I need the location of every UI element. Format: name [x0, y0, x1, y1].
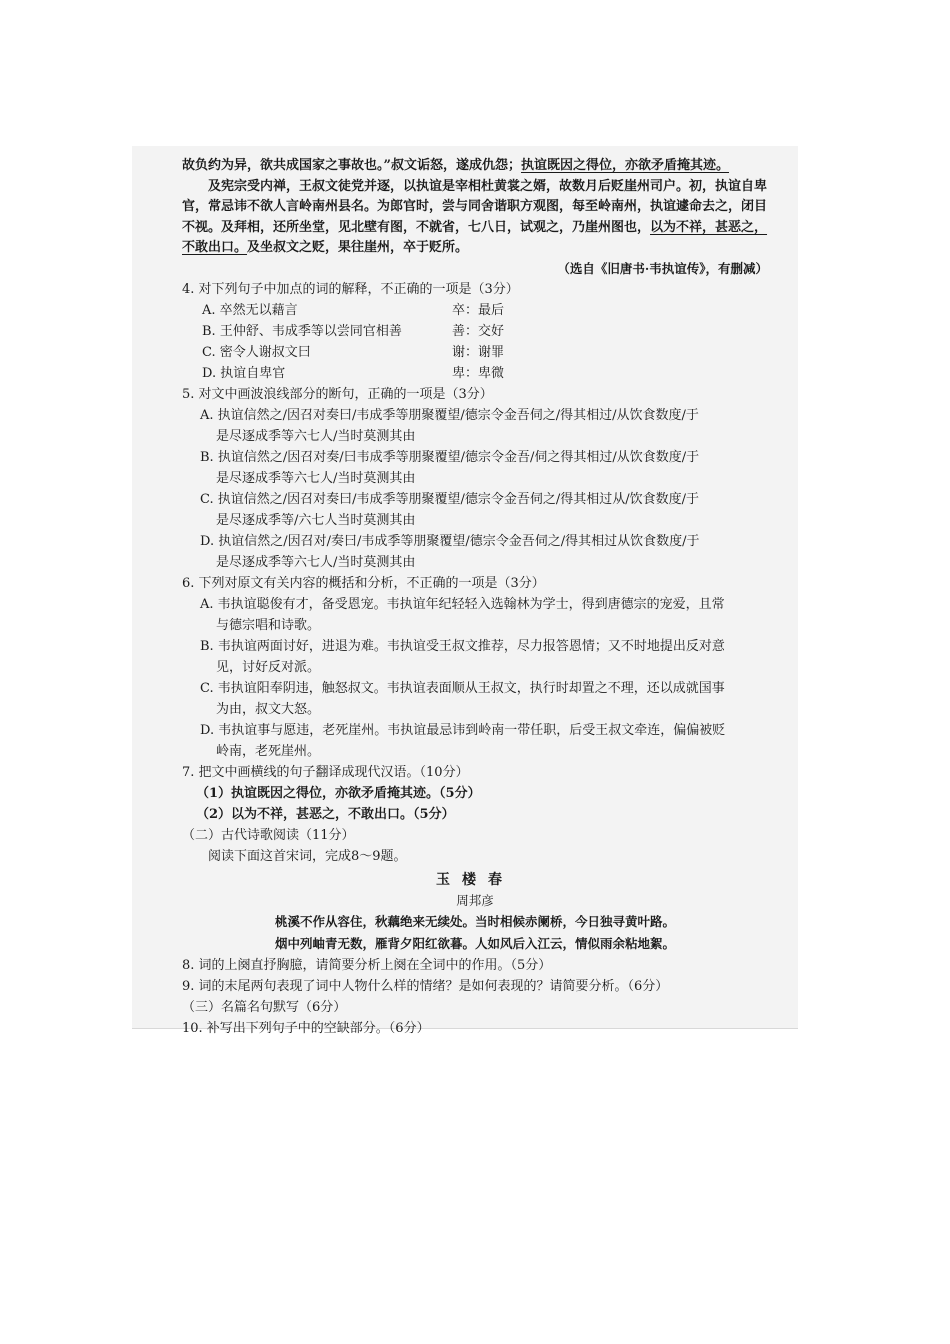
- q5-option-d-line-2: 是尽逐成季等六七人/当时莫测其由: [216, 554, 416, 570]
- q6-option-d-line-1: D. 韦执谊事与愿违，老死崖州。韦执谊最忌讳到岭南一带任职，后受王叔文牵连，偏偏被贬: [200, 722, 726, 738]
- q4-option-d: [182, 363, 768, 384]
- question-7-stem: 7. 把文中画横线的句子翻译成现代汉语。（10分）: [182, 764, 469, 780]
- q5-option-c-line-2: 是尽逐成季等/六七人当时莫测其由: [216, 512, 416, 528]
- option-gloss: 卑：卑微: [452, 365, 505, 381]
- passage-paragraph-2: [182, 177, 768, 259]
- q6-option-c-line-2: 为由，叔文大怒。: [216, 701, 321, 717]
- option-gloss: 谢：谢罪: [452, 344, 505, 360]
- q6-option-a-line-2: 与德宗唱和诗歌。: [216, 617, 321, 633]
- q5-option-b-line-1: B. 执谊信然之/因召对奏/曰韦成季等朋聚覆望/德宗令金吾/伺之得其相过/从饮食数度/于: [200, 449, 700, 465]
- q6-option-c-line-1: C. 韦执谊阳奉阴违，触怒叔文。韦执谊表面顺从王叔文，执行时却置之不理，还以成就国事: [200, 680, 725, 696]
- q7-sentence-2: （2）以为不祥，甚恶之，不敢出口。（5分）: [196, 806, 455, 822]
- question-8: 8. 词的上阕直抒胸臆，请简要分析上阕在全词中的作用。（5分）: [182, 957, 552, 973]
- poem-line-2: 烟中列岫青无数，雁背夕阳红欲暮。人如风后入江云，情似雨余粘地絮。: [274, 935, 675, 951]
- passage-line-1: [182, 156, 768, 177]
- option-gloss: 卒：最后: [452, 302, 505, 318]
- option-gloss: 善：交好: [452, 323, 505, 339]
- question-6-stem: 6. 下列对原文有关内容的概括和分析，不正确的一项是（3分）: [182, 575, 545, 591]
- question-4-stem: 4. 对下列句子中加点的词的解释，不正确的一项是（3分）: [182, 281, 519, 297]
- q6-option-b-line-1: B. 韦执谊两面讨好，进退为难。韦执谊受王叔文推荐，尽力报答恩情；又不时地提出反对意: [200, 638, 725, 654]
- question-5-stem: 5. 对文中画波浪线部分的断句，正确的一项是（3分）: [182, 386, 493, 402]
- q6-option-a-line-1: A. 韦执谊聪俊有才，备受恩宠。韦执谊年纪轻轻入选翰林为学士，得到唐德宗的宠爱，且常: [200, 596, 725, 612]
- q4-option-c: [182, 342, 768, 363]
- poem-author: 周邦彦: [456, 892, 494, 908]
- option-text: C. 密令人谢叔文曰: [202, 344, 311, 360]
- q5-option-c-line-1: C. 执谊信然之/因召对奏曰/韦成季等朋聚覆望/德宗令金吾伺之/得其相过从/饮食数度/于: [200, 491, 700, 507]
- underlined-sentence-2: 以为不祥，甚恶之，不敢出口。: [182, 219, 768, 255]
- q5-option-b-line-2: 是尽逐成季等六七人/当时莫测其由: [216, 470, 416, 486]
- q4-option-b: [182, 321, 768, 342]
- option-text: B. 王仲舒、韦成季等以尝同官相善: [202, 323, 402, 339]
- q6-option-b-line-2: 见，讨好反对派。: [216, 659, 321, 675]
- passage-source: （选自《旧唐书·韦执谊传》，有删减）: [557, 260, 768, 276]
- q5-option-a-line-1: A. 执谊信然之/因召对奏曰/韦成季等朋聚覆望/德宗令金吾伺之/得其相过/从饮食数度/于: [200, 407, 699, 423]
- poem-title: 玉楼春: [436, 871, 514, 888]
- passage-text: 及宪宗受内禅，王叔文徒党并逐，以执谊是宰相杜黄裳之婿，故数月后贬崖州司户。初，执谊自卑官，常忌讳不欲人言岭南州县名。为郎官时，尝与同舍谐职方观图，每至岭南州，执谊遽命去之，闭目不视。及拜相，还所坐堂，见北壁有图，不就省，七八日，试观之，乃崖州图也，: [182, 178, 768, 235]
- q5-option-a-line-2: 是尽逐成季等六七人/当时莫测其由: [216, 428, 416, 444]
- q7-sentence-1: （1）执谊既因之得位，亦欲矛盾掩其迹。（5分）: [196, 785, 481, 801]
- passage-text: 故负约为异，欲共成国家之事故也。”叔文诟怒，遂成仇怨；: [182, 158, 521, 173]
- option-text: A. 卒然无以藉言: [202, 302, 298, 318]
- question-9: 9. 词的末尾两句表现了词中人物什么样的情绪？是如何表现的？请简要分析。（6分）: [182, 978, 669, 994]
- underlined-sentence-1: 执谊既因之得位，亦欲矛盾掩其迹。: [520, 158, 729, 173]
- poem-line-1: 桃溪不作从容住，秋藕绝来无续处。当时相候赤阑桥，今日独寻黄叶路。: [274, 913, 675, 929]
- question-10: 10. 补写出下列句子中的空缺部分。（6分）: [182, 1020, 430, 1036]
- passage-text: 及坐叔文之贬，果往崖州，卒于贬所。: [247, 240, 469, 255]
- exam-content: [182, 156, 768, 1039]
- section-2-heading: （二）古代诗歌阅读（11分）: [182, 827, 355, 843]
- section-2-instruction: 阅读下面这首宋词，完成8～9题。: [208, 848, 407, 864]
- section-3-heading: （三）名篇名句默写（6分）: [182, 999, 347, 1015]
- q4-option-a: [182, 300, 768, 321]
- option-text: D. 执谊自卑官: [202, 365, 286, 381]
- q5-option-d-line-1: D. 执谊信然之/因召对/奏曰/韦成季等朋聚覆望/德宗令金吾伺之/得其相过从饮食数度/于: [200, 533, 700, 549]
- q6-option-d-line-2: 岭南，老死崖州。: [216, 743, 321, 759]
